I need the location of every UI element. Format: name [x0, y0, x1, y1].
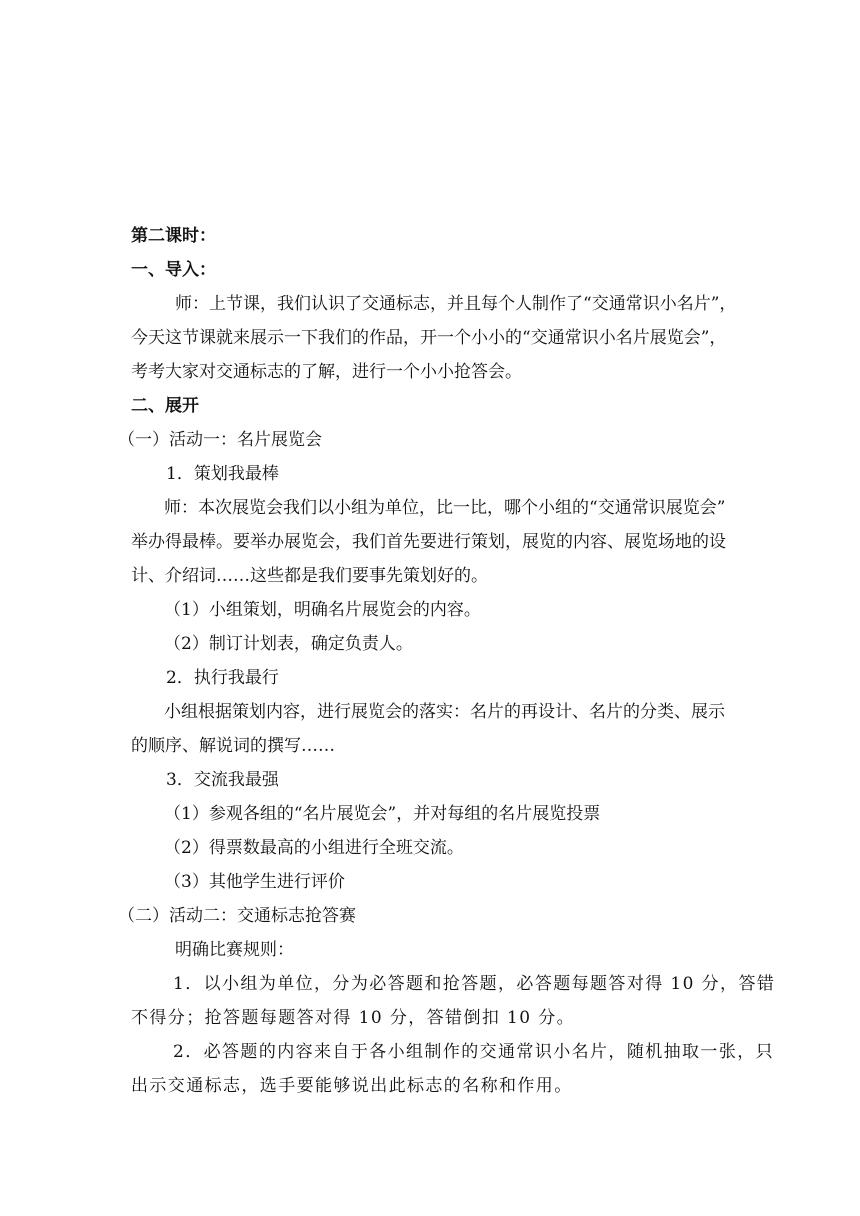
paragraph-line: 举办得最棒。要举办展览会，我们首先要进行策划，展览的内容、展览场地的设 — [131, 532, 726, 552]
sub-item: （3）其他学生进行评价 — [164, 872, 345, 892]
sub-item: （2）制订计划表，确定负责人。 — [164, 634, 413, 654]
paragraph-line: 计、介绍词……这些都是我们要事先策划好的。 — [131, 566, 488, 586]
rules-label: 明确比赛规则： — [175, 940, 294, 960]
paragraph-line: 师：本次展览会我们以小组为单位，比一比，哪个小组的“交通常识展览会” — [164, 498, 726, 518]
rule-line: 出示交通标志，选手要能够说出此标志的名称和作用。 — [131, 1076, 573, 1096]
numbered-item: 1．策划我最棒 — [166, 464, 279, 484]
numbered-item: 2．执行我最行 — [166, 668, 279, 688]
section-heading-develop: 二、展开 — [131, 396, 199, 416]
section-heading-intro: 一、导入： — [131, 260, 216, 280]
paragraph-line: 小组根据策划内容，进行展览会的落实：名片的再设计、名片的分类、展示 — [164, 702, 725, 722]
paragraph-line: 今天这节课就来展示一下我们的作品，开一个小小的“交通常识小名片展览会”， — [131, 328, 727, 348]
rule-line: 1．以小组为单位，分为必答题和抢答题，必答题每题答对得 10 分，答错 — [173, 974, 776, 994]
sub-item: （1）小组策划，明确名片展览会的内容。 — [164, 600, 481, 620]
activity-title: （一）活动一：名片展览会 — [118, 430, 322, 450]
paragraph-line: 的顺序、解说词的撰写…… — [131, 736, 335, 756]
activity-title: （二）活动二：交通标志抢答赛 — [118, 906, 356, 926]
sub-item: （1）参观各组的“名片展览会”，并对每组的名片展览投票 — [164, 804, 601, 824]
sub-item: （2）得票数最高的小组进行全班交流。 — [164, 838, 464, 858]
numbered-item: 3．交流我最强 — [166, 770, 279, 790]
rule-line: 不得分；抢答题每题答对得 10 分，答错倒扣 10 分。 — [131, 1008, 576, 1028]
paragraph-line: 师：上节课，我们认识了交通标志，并且每个人制作了“交通常识小名片”， — [175, 294, 737, 314]
rule-line: 2．必答题的内容来自于各小组制作的交通常识小名片，随机抽取一张，只 — [173, 1042, 775, 1062]
lesson-title: 第二课时： — [131, 226, 216, 246]
paragraph-line: 考考大家对交通标志的了解，进行一个小小抢答会。 — [131, 362, 522, 382]
